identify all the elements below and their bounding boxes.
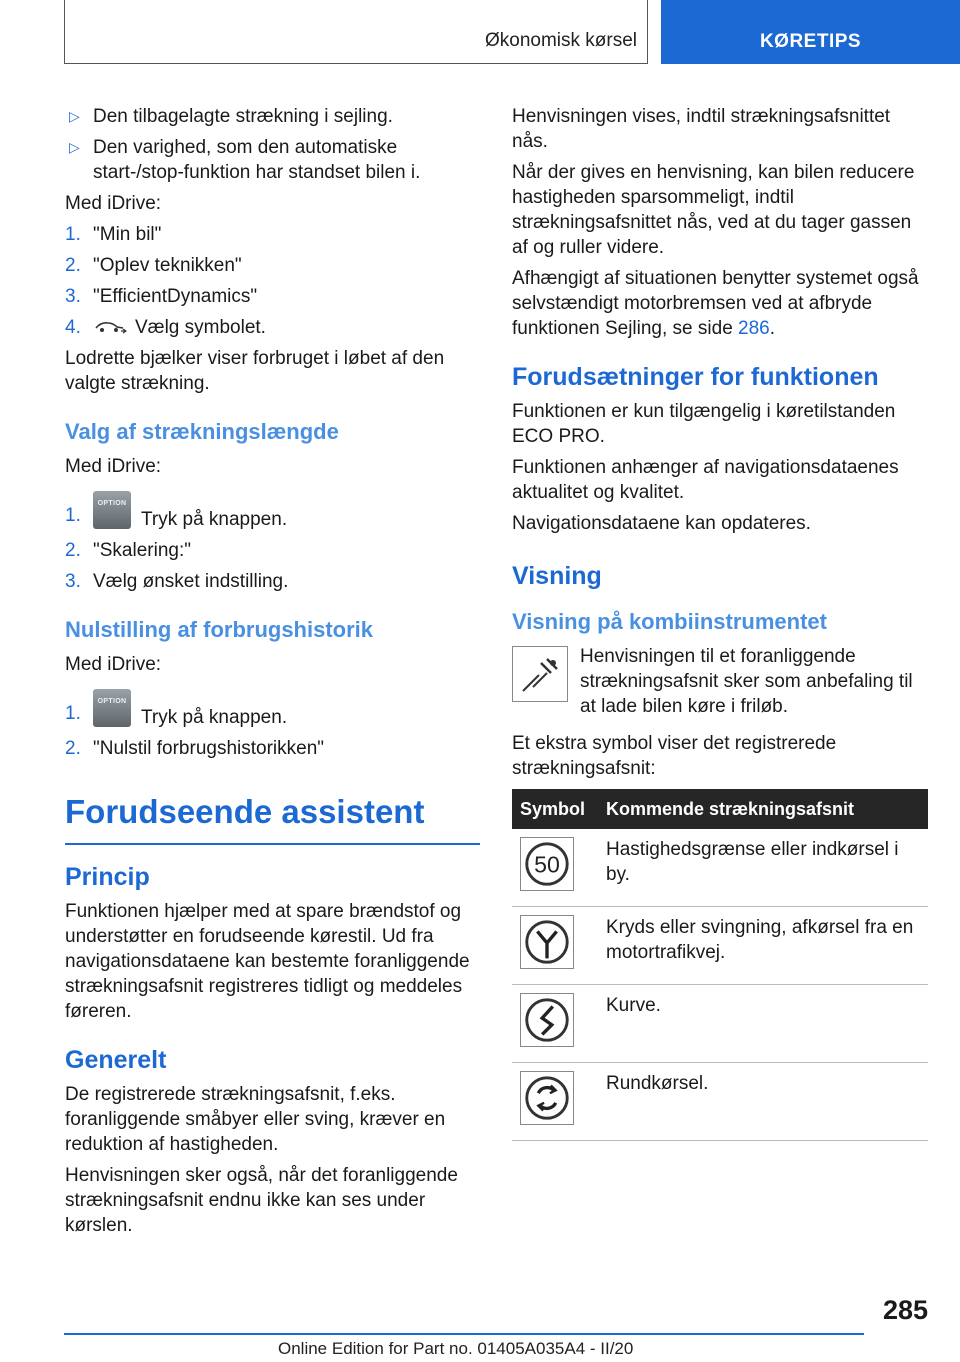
idrive-intro: Med iDrive: [65, 193, 162, 214]
table-header: Kommende strækningsafsnit [598, 789, 928, 829]
step: 2. "Nulstil forbrugshistorikken" [65, 738, 325, 759]
step: 2. "Skalering:" [65, 540, 191, 561]
kombi-text: Henvisningen til et foranliggende strækningsafsnit sker som anbefaling til at lade bilen køre i friløb. [580, 646, 913, 717]
coasting-car-icon [512, 646, 568, 702]
section-heading: Generelt [65, 1046, 167, 1074]
roundabout-icon [520, 1071, 574, 1125]
idrive-intro: Med iDrive: [65, 654, 162, 675]
step: 3. Vælg ønsket indstilling. [65, 571, 289, 592]
paragraph: De registrerede strækningsafsnit, f.eks. foranliggende småbyer eller sving, kræver en reduktion af hastigheden. [65, 1084, 446, 1155]
paragraph: Lodrette bjælker viser forbruget i løbet af den valgte strækning. [65, 348, 445, 394]
section-heading: Nulstilling af forbrugshistorik [65, 617, 374, 642]
paragraph: Funktionen anhænger af navigationsdataenes aktualitet og kvalitet. [512, 457, 899, 503]
paragraph: Funktionen hjælper med at spare brændstof og understøtter en forudseende kørestil. Ud fra navigationsdataene kan bestemte foranliggende strækningsafsnit registreres tidligt og meddeles føreren. [65, 901, 470, 1022]
chapter-heading: Forudseende assistent [65, 791, 480, 845]
step: 1. OPTION Tryk på knappen. [65, 689, 480, 730]
paragraph: Henvisningen sker også, når det foranliggende strækningsafsnit endnu ikke kan ses under kørslen. [65, 1165, 458, 1236]
table-cell: Hastighedsgrænse eller indkørsel i by. [598, 829, 928, 907]
subsection-heading: Visning på kombiinstrumentet [512, 609, 827, 634]
header-chapter-tab[interactable]: KØRETIPS [661, 0, 960, 64]
triangle-bullet-icon: ▷ [69, 139, 80, 155]
list-item: ▷ Den varighed, som den automatiske start-/stop-funktion har standset bilen i. [69, 137, 421, 183]
svg-text:50: 50 [534, 851, 560, 878]
table-row [512, 829, 928, 907]
header-section-title: Økonomisk kørsel [484, 30, 637, 51]
table-cell: Kurve. [598, 985, 928, 1063]
paragraph: Afhængigt af situationen benytter systemet også selvstændigt motorbremsen ved at afbryde funktionen Sejling, se side 286. [512, 268, 919, 339]
footer-edition: Online Edition for Part no. 01405A035A4 - II/20 [278, 1339, 634, 1358]
section-heading: Forudsætninger for funktionen [512, 363, 879, 391]
section-heading: Princip [65, 863, 150, 891]
section-heading: Visning [512, 562, 602, 590]
page-link[interactable]: 286 [738, 318, 770, 339]
step: 1. "Min bil" [65, 224, 162, 245]
paragraph: Navigationsdataene kan opdateres. [512, 513, 811, 534]
paragraph: Henvisningen vises, indtil strækningsafsnittet nås. [512, 106, 891, 152]
table-cell: Kryds eller svingning, afkørsel fra en motortrafikvej. [598, 907, 928, 985]
footer-divider [64, 1333, 864, 1335]
header-section-box [64, 0, 648, 64]
table-row [512, 1063, 928, 1141]
step: 1. OPTION Tryk på knappen. [65, 491, 480, 532]
option-button-icon: OPTION [93, 491, 131, 529]
page-number: 285 [882, 1295, 928, 1325]
idrive-intro: Med iDrive: [65, 456, 162, 477]
step: 4. Vælg symbolet. [65, 317, 266, 338]
symbol-table [512, 789, 928, 1141]
table-header-row [512, 789, 928, 829]
curve-icon [520, 993, 574, 1047]
table-header: Symbol [512, 789, 598, 829]
list-item: ▷ Den tilbagelagte strækning i sejling. [69, 106, 393, 127]
table-row [512, 907, 928, 985]
paragraph: Funktionen er kun tilgængelig i køretilstanden ECO PRO. [512, 401, 896, 447]
option-button-icon: OPTION [93, 689, 131, 727]
paragraph: Når der gives en henvisning, kan bilen reducere hastigheden sparsommeligt, indtil strækningsafsnittet nås, ved at du tager gassen af og ruller videre. [512, 162, 915, 258]
table-cell: Rundkørsel. [598, 1063, 928, 1141]
speed-limit-50-icon [520, 837, 574, 891]
car-road-icon [93, 319, 127, 335]
right-column [512, 104, 928, 1141]
step: 2. "Oplev teknikken" [65, 255, 242, 276]
junction-icon [520, 915, 574, 969]
paragraph: Et ekstra symbol viser det registrerede strækningsafsnit: [512, 733, 837, 779]
table-row [512, 985, 928, 1063]
left-column [65, 104, 480, 1244]
section-heading: Valg af strækningslængde [65, 419, 339, 444]
step: 3. "EfficientDynamics" [65, 286, 258, 307]
kombi-note [512, 644, 928, 719]
triangle-bullet-icon: ▷ [69, 108, 80, 124]
